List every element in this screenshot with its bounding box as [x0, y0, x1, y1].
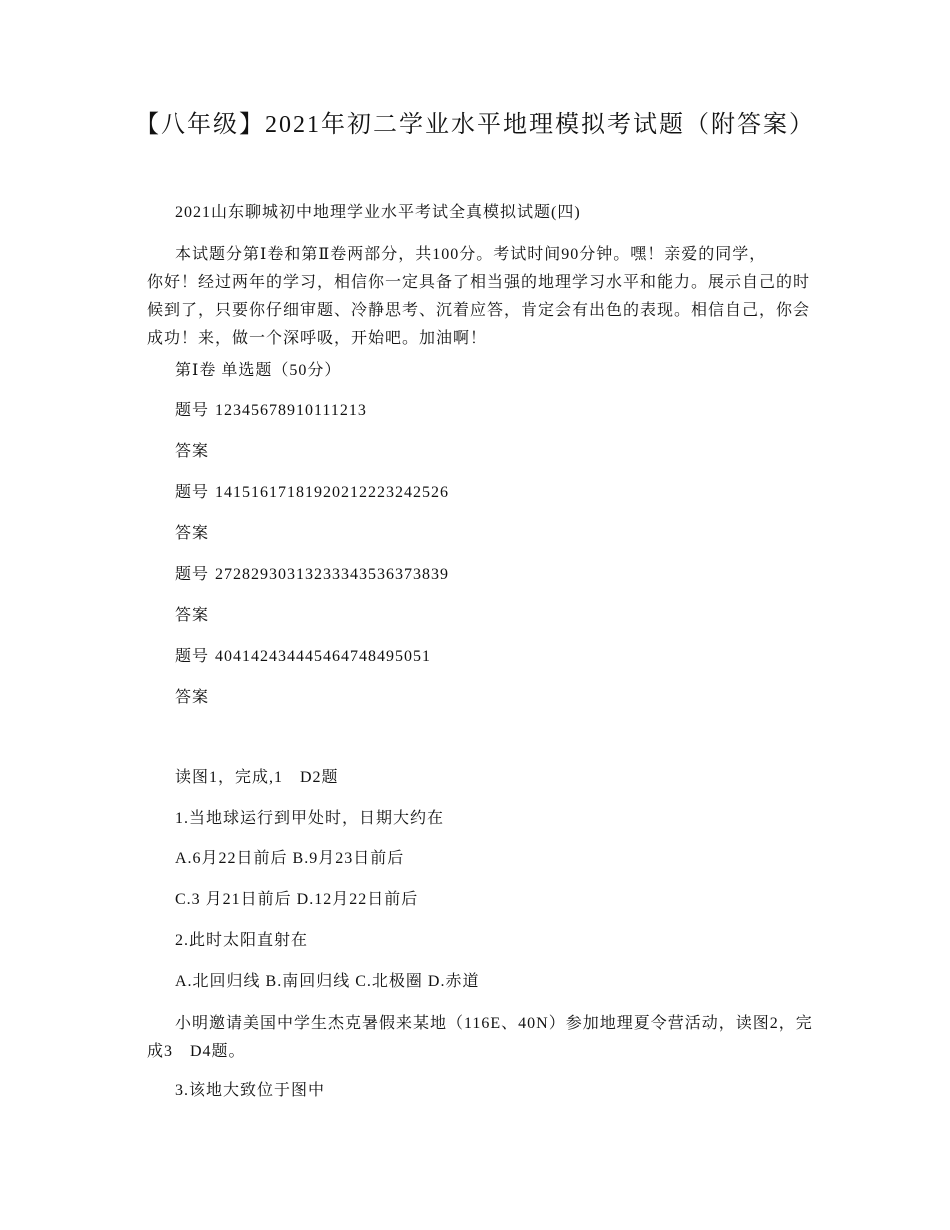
question-numbers: 12345678910111213 [215, 402, 367, 419]
question-options: C.3 月21日前后 D.12月22日前后 [175, 891, 419, 908]
question-group-intro: 读图1，完成,1 D2题 [175, 769, 339, 786]
question-numbers: 14151617181920212223242526 [215, 484, 450, 501]
row-label: 题号 [175, 484, 210, 501]
question-number-row [175, 479, 449, 507]
row-label: 题号 [175, 648, 210, 665]
page-title: 【八年级】2021年初二学业水平地理模拟考试题（附答案） [135, 112, 815, 138]
intro-line: 候到了，只要你仔细审题、冷静思考、沉着应答，肯定会有出色的表现。相信自己，你会 [147, 302, 811, 319]
answer-row: 答案 [175, 689, 210, 706]
question-options: A.北回归线 B.南回归线 C.北极圈 D.赤道 [175, 973, 480, 990]
question-numbers: 27282930313233343536373839 [215, 566, 450, 583]
question-number-row [175, 561, 449, 589]
exam-subtitle: 2021山东聊城初中地理学业水平考试全真模拟试题(四) [175, 204, 581, 221]
intro-line: 本试题分第Ⅰ卷和第Ⅱ卷两部分，共100分。考试时间90分钟。嘿！亲爱的同学， [175, 246, 767, 263]
question-stem: 3.该地大致位于图中 [175, 1082, 326, 1099]
answer-row: 答案 [175, 607, 210, 624]
question-stem: 1.当地球运行到甲处时，日期大约在 [175, 810, 445, 827]
intro-line: 成功！来，做一个深呼吸，开始吧。加油啊！ [147, 330, 488, 347]
row-label: 题号 [175, 566, 210, 583]
question-stem: 2.此时太阳直射在 [175, 932, 309, 949]
question-number-row [175, 397, 367, 425]
intro-line: 你好！经过两年的学习，相信你一定具备了相当强的地理学习水平和能力。展示自己的时 [147, 274, 811, 291]
row-label: 题号 [175, 402, 210, 419]
group-intro-line: 小明邀请美国中学生杰克暑假来某地（116E、40N）参加地理夏令营活动，读图2，完 [175, 1015, 813, 1032]
question-number-row [175, 643, 431, 671]
group-intro-line: 成3 D4题。 [147, 1043, 246, 1060]
question-numbers: 404142434445464748495051 [215, 648, 432, 665]
section-heading: 第Ⅰ卷 单选题（50分） [175, 362, 342, 379]
answer-row: 答案 [175, 525, 210, 542]
answer-row: 答案 [175, 443, 210, 460]
question-options: A.6月22日前后 B.9月23日前后 [175, 850, 405, 867]
